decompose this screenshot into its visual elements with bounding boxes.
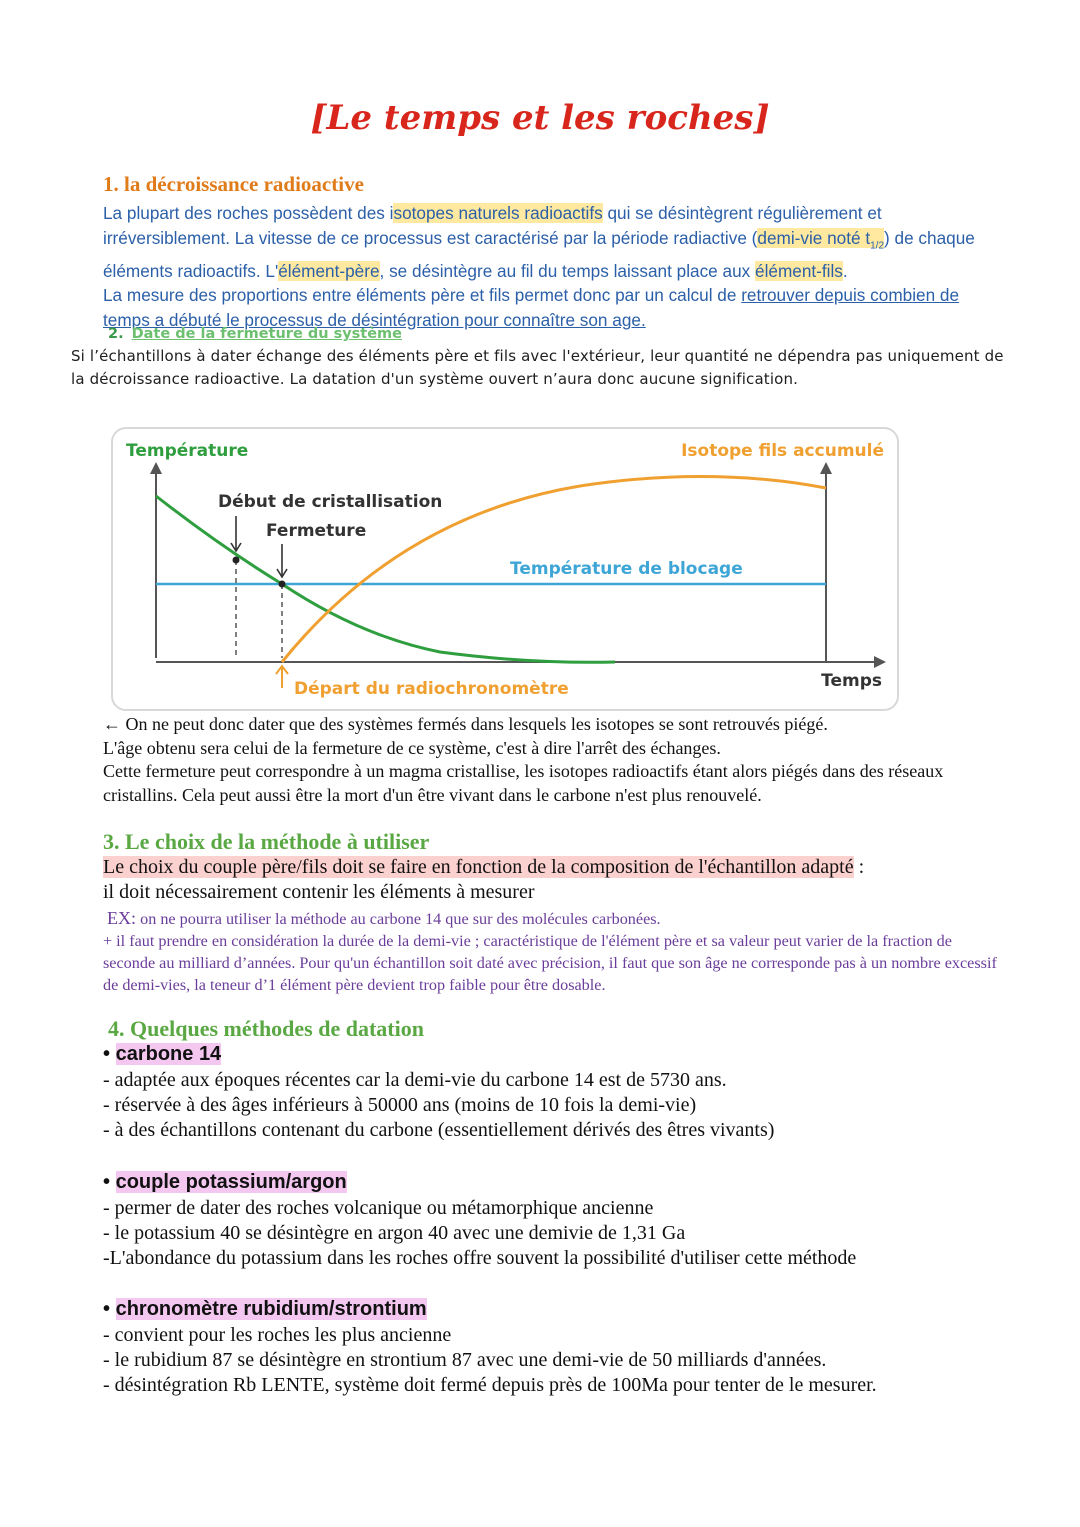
section2-heading: 2. Date de la fermeture du système — [108, 326, 403, 342]
method-title: carbone 14 — [115, 1043, 222, 1065]
highlight-element-fils: élément-fils — [755, 260, 843, 281]
underlined-text: retrouver depuis combien de temps a débuté le processus de désintégration pour connaître son age. — [103, 285, 960, 330]
closure-diagram — [110, 426, 900, 712]
list-item: - adaptée aux époques récentes car la demi-vie du carbone 14 est de 5730 ans. — [103, 1069, 727, 1091]
list-item: - permer de dater des roches volcanique ou métamorphique ancienne — [103, 1197, 654, 1219]
list-item: - convient pour les roches les plus ancienne — [103, 1324, 452, 1346]
isotope-label: Isotope fils accumulé — [681, 441, 884, 461]
fermeture-label: Fermeture — [266, 521, 367, 541]
list-item: - réservée à des âges inférieurs à 50000 ans (moins de 10 fois la demi-vie) — [103, 1094, 697, 1116]
highlight-demi-vie: demi-vie noté $t_{1/2}$ — [757, 227, 885, 252]
bullet: • — [103, 1171, 111, 1193]
bullet: • — [103, 1298, 111, 1320]
closure-explanation: ← On ne peut donc dater que des systèmes fermés dans lesquels les isotopes se sont retrouvés piégé. L'âge obtenu sera celui de la fermeture de ce système, c'est à dire l'arrêt des échanges. Cette fermeture peut correspondre à un magma cristallise, les isotopes radioactifs étant alors piégés dans des réseaux cristallins. Cela peut aussi être la mort d'un être vivant dans le carbone n'est plus renouvelé. — [103, 714, 944, 805]
x-axis-label: Temps — [821, 671, 882, 691]
method-title: couple potassium/argon — [115, 1171, 347, 1193]
list-item: - le potassium 40 se désintègre en argon 40 avec une demivie de 1,31 Ga — [103, 1222, 686, 1244]
section4-heading: 4. Quelques méthodes de datation — [108, 1016, 424, 1041]
y-axis-label: Température — [126, 441, 249, 461]
highlight-element-pere: élément-père — [278, 260, 380, 281]
cristallisation-label: Début de cristallisation — [218, 492, 443, 512]
method-title: chronomètre rubidium/strontium — [115, 1298, 427, 1320]
section3-heading: 3. Le choix de la méthode à utiliser — [103, 829, 430, 854]
section3-text: Le choix du couple père/fils doit se faire en fonction de la composition de l'échantillon adapté : il doit nécessairement contenir les éléments à mesurer — [103, 856, 865, 903]
list-item: - à des échantillons contenant du carbone (essentiellement dérivés des êtres vivants) — [103, 1119, 775, 1141]
section1-text: La plupart des roches possèdent des isotopes naturels radioactifs qui se désintègrent régulièrement et irréversiblement. La vitesse de ce processus est caractérisé par la période radiactive (demi-vie noté $t_{1/2}$) de chaque éléments radioactifs. L'élément-père, se désintègre au fil du temps laissant place aux élément-fils. La mesure des proportions entre éléments père et fils permet donc par un calcul de retrouver depuis combien de temps a débuté le processus de désintégration pour connaître son age. — [103, 203, 975, 330]
section2-text: Si l’échantillons à dater échange des éléments père et fils avec l'extérieur, leur quantité ne dépendra pas uniquement de la décroissance radioactive. La datation d'un système ouvert n’aura donc aucune signification. — [71, 347, 1004, 388]
method-potassium-argon — [103, 1169, 1003, 1271]
highlight-choix: Le choix du couple père/fils doit se faire en fonction de la composition de l'échantillon adapté — [103, 856, 854, 878]
depart-label: Départ du radiochronomètre — [294, 679, 569, 699]
page-title: [Le temps et les roches] — [310, 98, 770, 138]
blocage-label: Température de blocage — [510, 559, 743, 579]
list-item: - désintégration Rb LENTE, système doit fermé depuis près de 100Ma pour tenter de le mesurer. — [103, 1374, 877, 1396]
method-carbone-14 — [103, 1041, 1003, 1143]
left-arrow-icon: ← — [103, 714, 121, 734]
cristallisation-point — [233, 557, 240, 564]
section1-heading: 1. la décroissance radioactive — [103, 172, 364, 196]
bullet: • — [103, 1043, 111, 1065]
list-item: - le rubidium 87 se désintègre en strontium 87 avec une demi-vie de 50 milliards d'années. — [103, 1349, 827, 1371]
section3-example: EX: on ne pourra utiliser la méthode au carbone 14 que sur des molécules carbonées. + il faut prendre en considération la durée de la demi-vie ; caractéristique de l'élément père et sa valeur peut varier de la fraction de seconde au milliard d’années. Pour qu'un échantillon soit daté avec précision, il faut que son âge ne corresponde pas à un nombre excessif de demi-vies, la teneur d’1 élément père devient trop faible pour être dosable. — [103, 908, 997, 994]
fermeture-point — [279, 581, 286, 588]
method-rubidium-strontium — [103, 1296, 1003, 1398]
highlight-isotopes: sotopes naturels radioactifs — [393, 203, 603, 223]
diagram-frame — [112, 428, 898, 710]
list-item: -L'abondance du potassium dans les roches offre souvent la possibilité d'utiliser cette méthode — [103, 1247, 857, 1269]
